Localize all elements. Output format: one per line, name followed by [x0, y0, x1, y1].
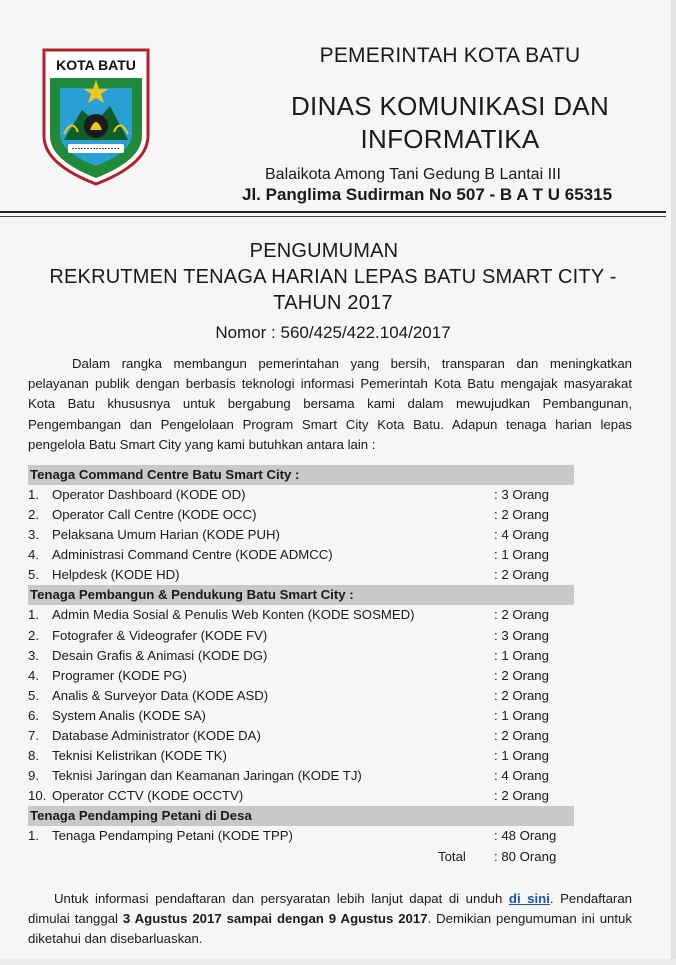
row-number: 4. [28, 667, 39, 683]
row-number: 7. [28, 728, 39, 744]
table-row [28, 505, 574, 525]
position-label: Database Administrator (KODE DA) [52, 728, 261, 744]
row-number: 4. [28, 547, 39, 563]
position-label: Administrasi Command Centre (KODE ADMCC) [52, 547, 333, 563]
position-label: Analis & Surveyor Data (KODE ASD) [52, 687, 269, 703]
closing-text-3: . Demikian pengumuman ini untuk diketahui dan disebarluaskan. [28, 911, 632, 947]
position-label: Admin Media Sosial & Penulis Web Konten (KODE SOSMED) [52, 607, 415, 623]
position-label: Helpdesk (KODE HD) [52, 567, 180, 583]
announcement-number: Nomor : 560/425/422.104/2017 [215, 323, 451, 342]
table-row [28, 666, 574, 686]
department-name [240, 90, 660, 156]
table-row [28, 605, 574, 625]
address-line-2: Jl. Panglima Sudirman No 507 - B A T U 65315 [242, 185, 613, 204]
positions-table [28, 465, 574, 867]
closing-text-2: . Pendaftaran dimulai tanggal [28, 891, 632, 927]
position-label: Teknisi Kelistrikan (KODE TK) [52, 748, 227, 764]
logo-text: KOTA BATU [56, 57, 136, 73]
intro-paragraph: Dalam rangka membangun pemerintahan yang bersih, transparan dan meningkatkan pelayanan publik dengan berbasis teknologi informasi Pemerintah Kota Batu mengajak masyarakat Kota Batu khususnya untuk bergabung bersama kami dalam mewujudkan Pembangunan, Pengembangan dan Pengelolaan Program Smart City Kota Batu. Adapun tenaga harian lepas pengelola Batu Smart City yang kami butuhkan antara lain : [28, 356, 632, 452]
row-number: 1. [28, 828, 39, 844]
section-header: Tenaga Command Centre Batu Smart City : [28, 465, 574, 485]
position-label: Teknisi Jaringan dan Keamanan Jaringan (KODE TJ) [52, 768, 362, 784]
row-number: 1. [28, 487, 39, 502]
government-name: PEMERINTAH KOTA BATU [319, 44, 581, 67]
section-header: Tenaga Pendamping Petani di Desa [28, 806, 574, 826]
position-label: Tenaga Pendamping Petani (KODE TPP) [52, 828, 293, 844]
position-count: : 4 Orang [494, 768, 549, 784]
row-number: 5. [28, 567, 39, 583]
position-label: Operator CCTV (KODE OCCTV) [52, 788, 244, 804]
position-count: : 2 Orang [494, 567, 549, 583]
position-label: Operator Call Centre (KODE OCC) [52, 507, 257, 523]
table-row [28, 726, 574, 746]
position-label: Fotografer & Videografer (KODE FV) [52, 627, 268, 643]
table-row [28, 826, 574, 846]
position-count: : 1 Orang [494, 547, 549, 563]
page-bottom-shadow [0, 959, 676, 965]
row-number: 2. [28, 507, 39, 523]
department-line-1: DINAS KOMUNIKASI DAN [290, 91, 610, 121]
announcement-title-line-2: REKRUTMEN TENAGA HARIAN LEPAS BATU SMART CITY - [49, 266, 617, 288]
closing-text-1: Untuk informasi pendaftaran dan persyaratan lebih lanjut dapat di unduh [54, 891, 509, 906]
position-label: System Analis (KODE SA) [52, 707, 206, 723]
row-number: 10. [28, 788, 47, 804]
position-count: : 3 Orang [494, 487, 549, 502]
position-count: : 2 Orang [494, 788, 549, 804]
row-number: 3. [28, 527, 39, 543]
table-row [28, 565, 574, 585]
position-label: Operator Dashboard (KODE OD) [52, 487, 246, 502]
total-row [28, 847, 574, 867]
row-number: 6. [28, 707, 39, 723]
page-edge-shadow [671, 0, 676, 965]
closing-paragraph [28, 889, 632, 950]
header-divider [0, 211, 666, 213]
row-number: 9. [28, 768, 39, 784]
table-row [28, 485, 574, 505]
row-number: 1. [28, 607, 39, 623]
position-count: : 2 Orang [494, 728, 549, 744]
department-line-2: INFORMATIKA [360, 124, 540, 154]
total-label: Total [438, 848, 466, 864]
row-number: 5. [28, 687, 39, 703]
address-line-1: Balaikota Among Tani Gedung B Lantai III [265, 166, 561, 183]
row-number: 8. [28, 748, 39, 764]
table-row [28, 626, 574, 646]
position-count: : 2 Orang [494, 687, 549, 703]
registration-dates: 3 Agustus 2017 sampai dengan 9 Agustus 2017 [122, 911, 428, 927]
table-row [28, 706, 574, 726]
position-label: Programer (KODE PG) [52, 667, 187, 683]
table-row [28, 646, 574, 666]
table-row [28, 525, 574, 545]
table-row [28, 746, 574, 766]
kota-batu-logo [42, 48, 150, 186]
row-number: 3. [28, 647, 39, 663]
position-count: : 1 Orang [494, 647, 549, 663]
row-number: 2. [28, 627, 39, 643]
position-count: : 2 Orang [494, 607, 549, 623]
section-header: Tenaga Pembangun & Pendukung Batu Smart City : [28, 585, 574, 605]
table-row [28, 786, 574, 806]
table-row [28, 766, 574, 786]
position-label: Pelaksana Umum Harian (KODE PUH) [52, 527, 280, 543]
position-count: : 2 Orang [494, 667, 549, 683]
announcement-heading: PENGUMUMAN [249, 240, 399, 262]
position-count: : 1 Orang [494, 707, 549, 723]
download-link[interactable]: di sini [508, 891, 550, 906]
announcement-title-line-3: TAHUN 2017 [273, 292, 393, 314]
table-row [28, 545, 574, 565]
position-label: Desain Grafis & Animasi (KODE DG) [52, 647, 268, 663]
total-count: : 80 Orang [494, 848, 557, 864]
table-row [28, 686, 574, 706]
position-count: : 1 Orang [494, 748, 549, 764]
header-divider-thin [0, 216, 666, 217]
position-count: : 2 Orang [494, 507, 549, 523]
position-count: : 3 Orang [494, 627, 549, 643]
position-count: : 4 Orang [494, 527, 549, 543]
position-count: : 48 Orang [494, 828, 557, 844]
